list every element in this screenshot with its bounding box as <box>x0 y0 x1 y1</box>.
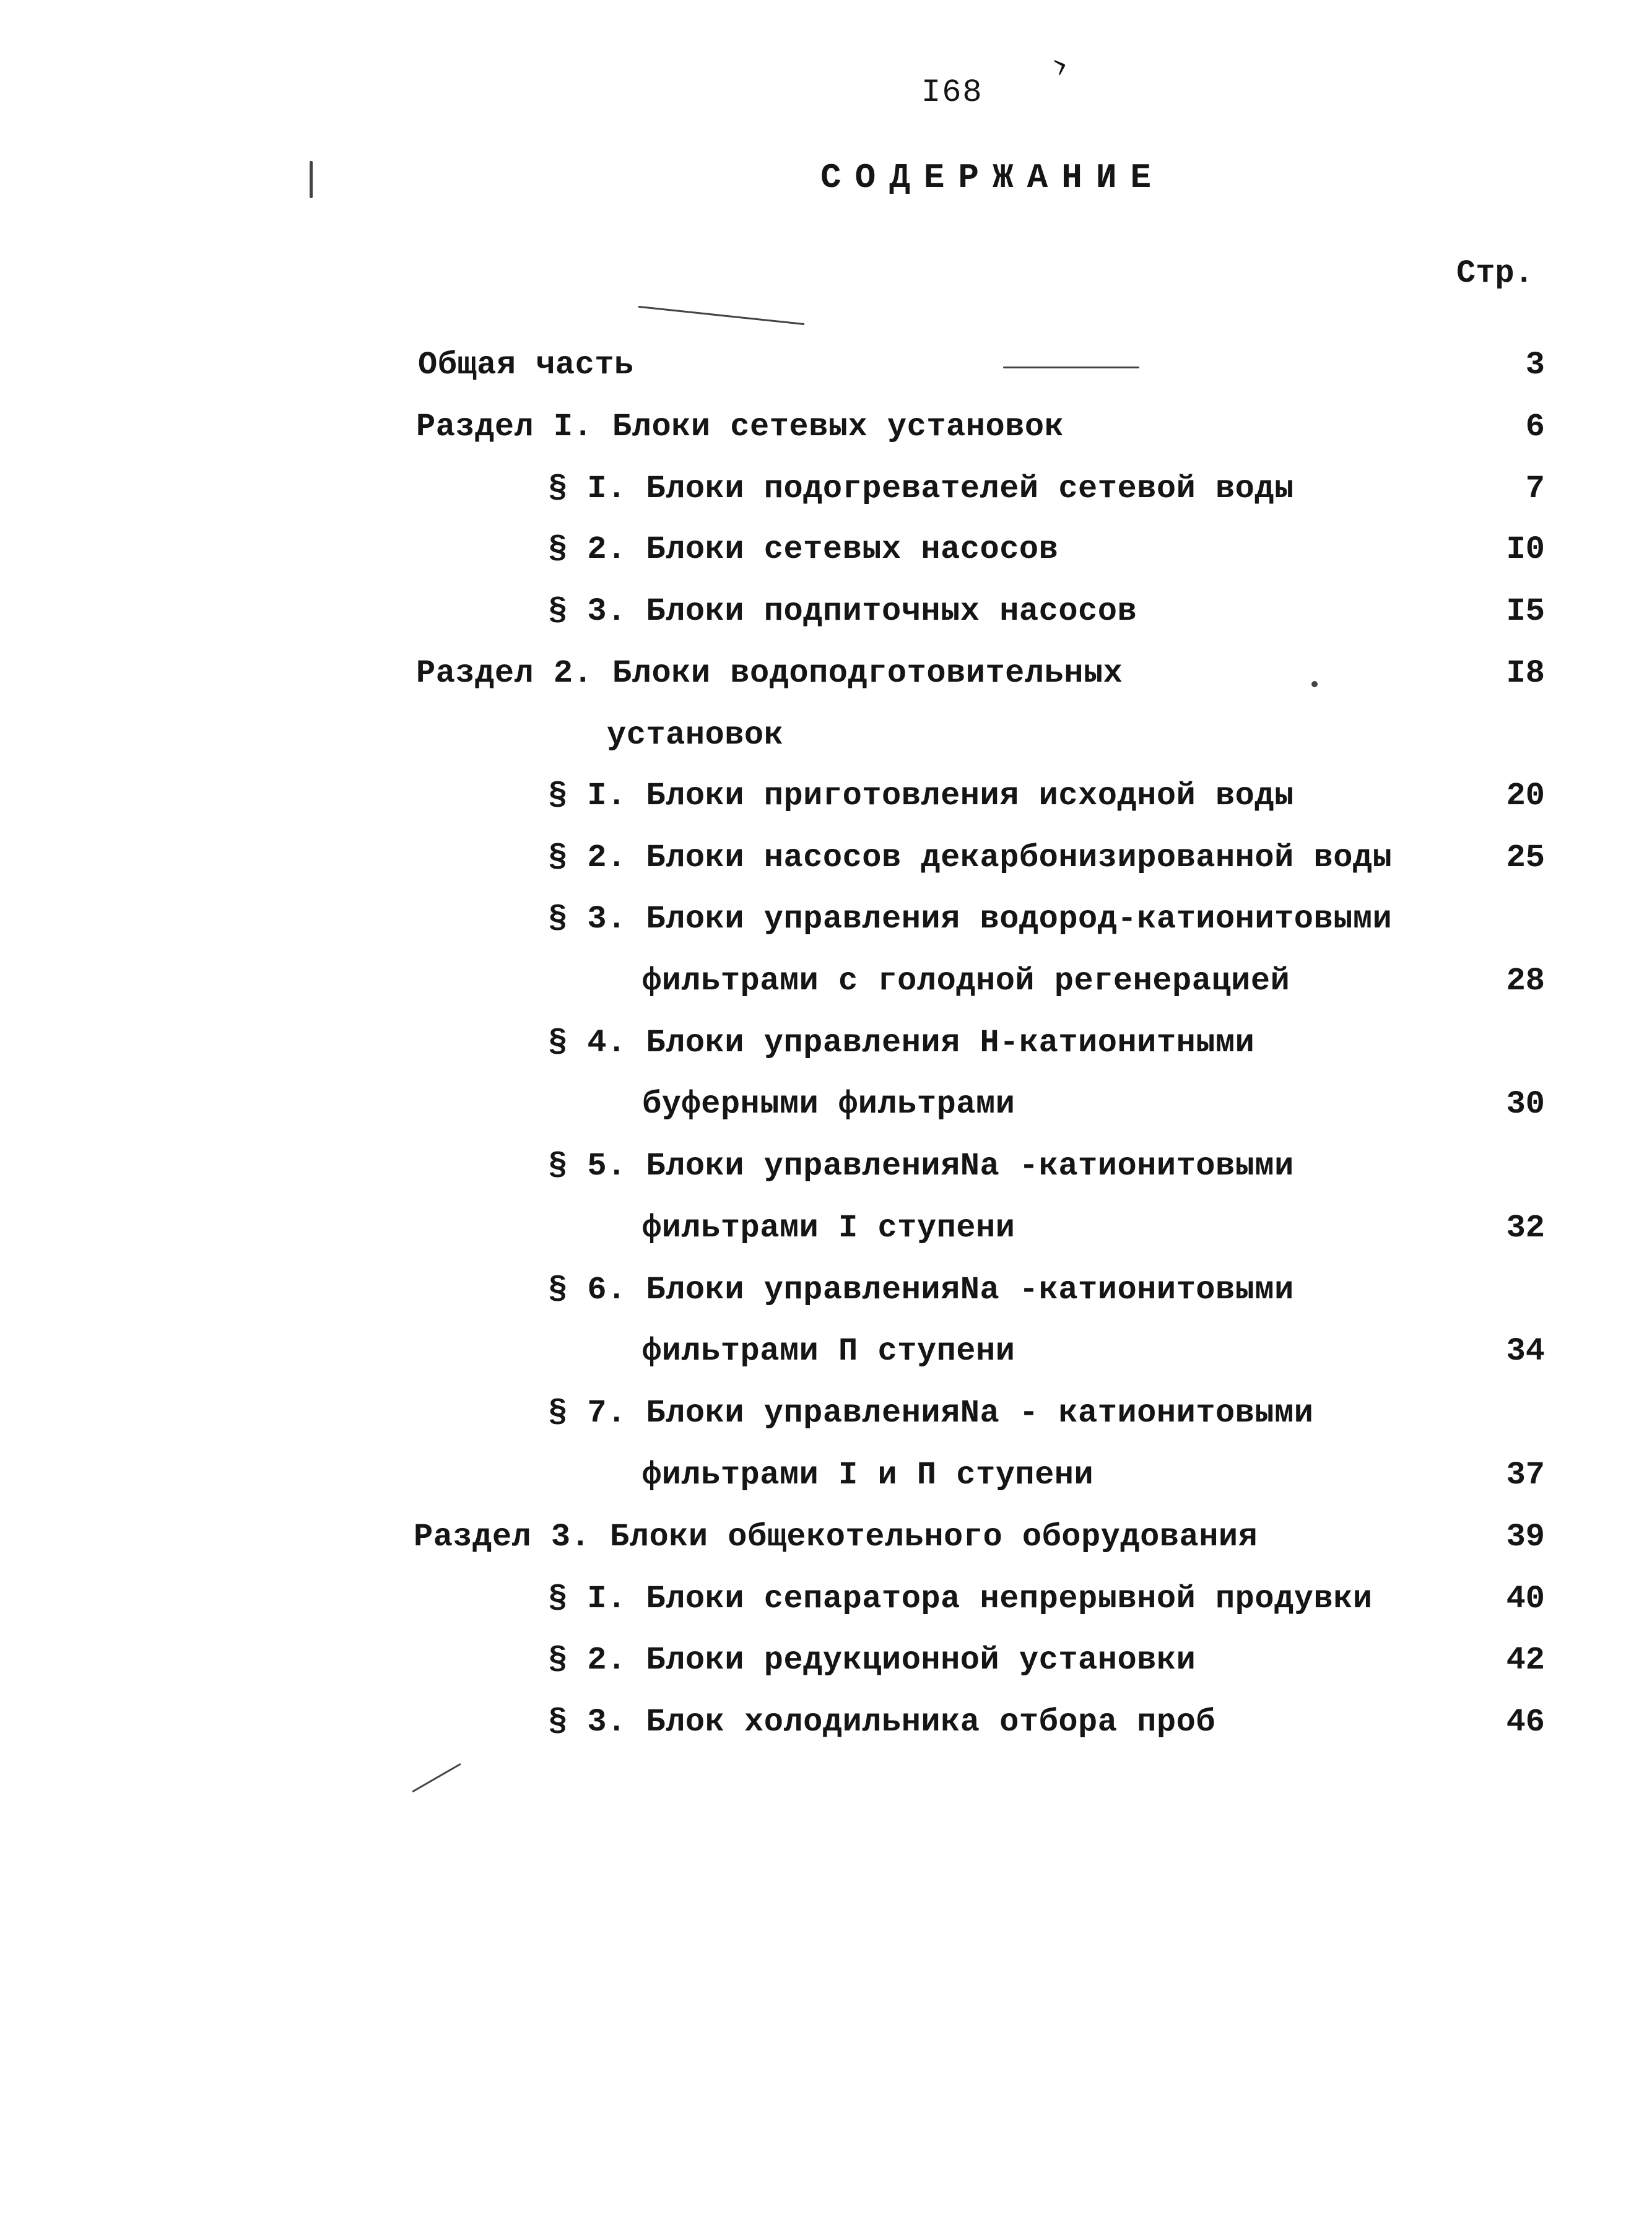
scan-mark <box>412 1763 461 1793</box>
toc-entry-text: буферными фильтрами <box>642 1086 1015 1122</box>
toc-entry-text: § 2. Блоки сетевых насосов <box>548 531 1059 568</box>
toc-entry-page: 39 <box>1506 1519 1545 1555</box>
toc-entry-text: Общая часть <box>418 347 634 383</box>
toc-entry-page: I8 <box>1506 655 1545 692</box>
toc-entry-text: фильтрами I и П ступени <box>642 1457 1094 1493</box>
toc-entry-page: 25 <box>1506 840 1545 876</box>
toc-entry-text: фильтрами с голодной регенерацией <box>642 963 1290 999</box>
scan-mark <box>1311 681 1318 687</box>
toc-entry-text: § 6. Блоки управленияNa -катионитовыми <box>548 1272 1294 1308</box>
toc-entry-text: Раздел I. Блоки сетевых установок <box>416 409 1064 445</box>
scan-mark <box>310 161 313 198</box>
toc-entry-page: 7 <box>1525 471 1545 507</box>
toc-entry-page: 32 <box>1506 1210 1545 1246</box>
toc-entry-page: 6 <box>1525 409 1545 445</box>
toc-entry-text: § 2. Блоки редукционной установки <box>548 1642 1196 1678</box>
scan-mark <box>638 306 805 325</box>
toc-entry-text: § 2. Блоки насосов декарбонизированной воды <box>548 840 1393 876</box>
toc-entry-text: § I. Блоки приготовления исходной воды <box>548 778 1294 814</box>
toc-entry-text: § 3. Блок холодильника отбора проб <box>548 1704 1215 1740</box>
document-title: СОДЕРЖАНИЕ <box>820 158 1165 198</box>
toc-entry-page: 20 <box>1506 778 1545 814</box>
toc-entry-page: 40 <box>1506 1581 1545 1617</box>
toc-entry-text: фильтрами П ступени <box>642 1333 1015 1370</box>
toc-entry-text: § 7. Блоки управленияNa - катионитовыми <box>548 1395 1314 1431</box>
toc-entry-page: 46 <box>1506 1704 1545 1740</box>
toc-entry-page: 3 <box>1525 347 1545 383</box>
toc-entry-page: 30 <box>1506 1086 1545 1122</box>
handwritten-check-mark: › <box>1045 42 1075 88</box>
toc-entry-text: Раздел 2. Блоки водоподготовительных <box>416 655 1123 692</box>
page-column-header: Стр. <box>1456 255 1534 292</box>
toc-entry-text: § I. Блоки подогревателей сетевой воды <box>548 471 1294 507</box>
toc-entry-text: § 3. Блоки управления водород-катионитовыми <box>548 901 1393 937</box>
toc-entry-text: § 3. Блоки подпиточных насосов <box>548 593 1137 630</box>
toc-entry-page: I5 <box>1506 593 1545 630</box>
toc-entry-text: установок <box>607 717 784 753</box>
toc-entry-page: 37 <box>1506 1457 1545 1493</box>
toc-entry-text: фильтрами I ступени <box>642 1210 1015 1246</box>
scan-mark <box>1003 367 1139 368</box>
toc-entry-text: § 5. Блоки управленияNa -катионитовыми <box>548 1148 1294 1184</box>
toc-entry-page: I0 <box>1506 531 1545 568</box>
toc-entry-text: § I. Блоки сепаратора непрерывной продувки <box>548 1581 1373 1617</box>
toc-entry-text: § 4. Блоки управления Н-катионитными <box>548 1025 1255 1061</box>
toc-entry-text: Раздел 3. Блоки общекотельного оборудования <box>414 1519 1258 1555</box>
page-number: I68 <box>921 74 983 111</box>
toc-entry-page: 42 <box>1506 1642 1545 1678</box>
toc-entry-page: 28 <box>1506 963 1545 999</box>
toc-entry-page: 34 <box>1506 1333 1545 1370</box>
